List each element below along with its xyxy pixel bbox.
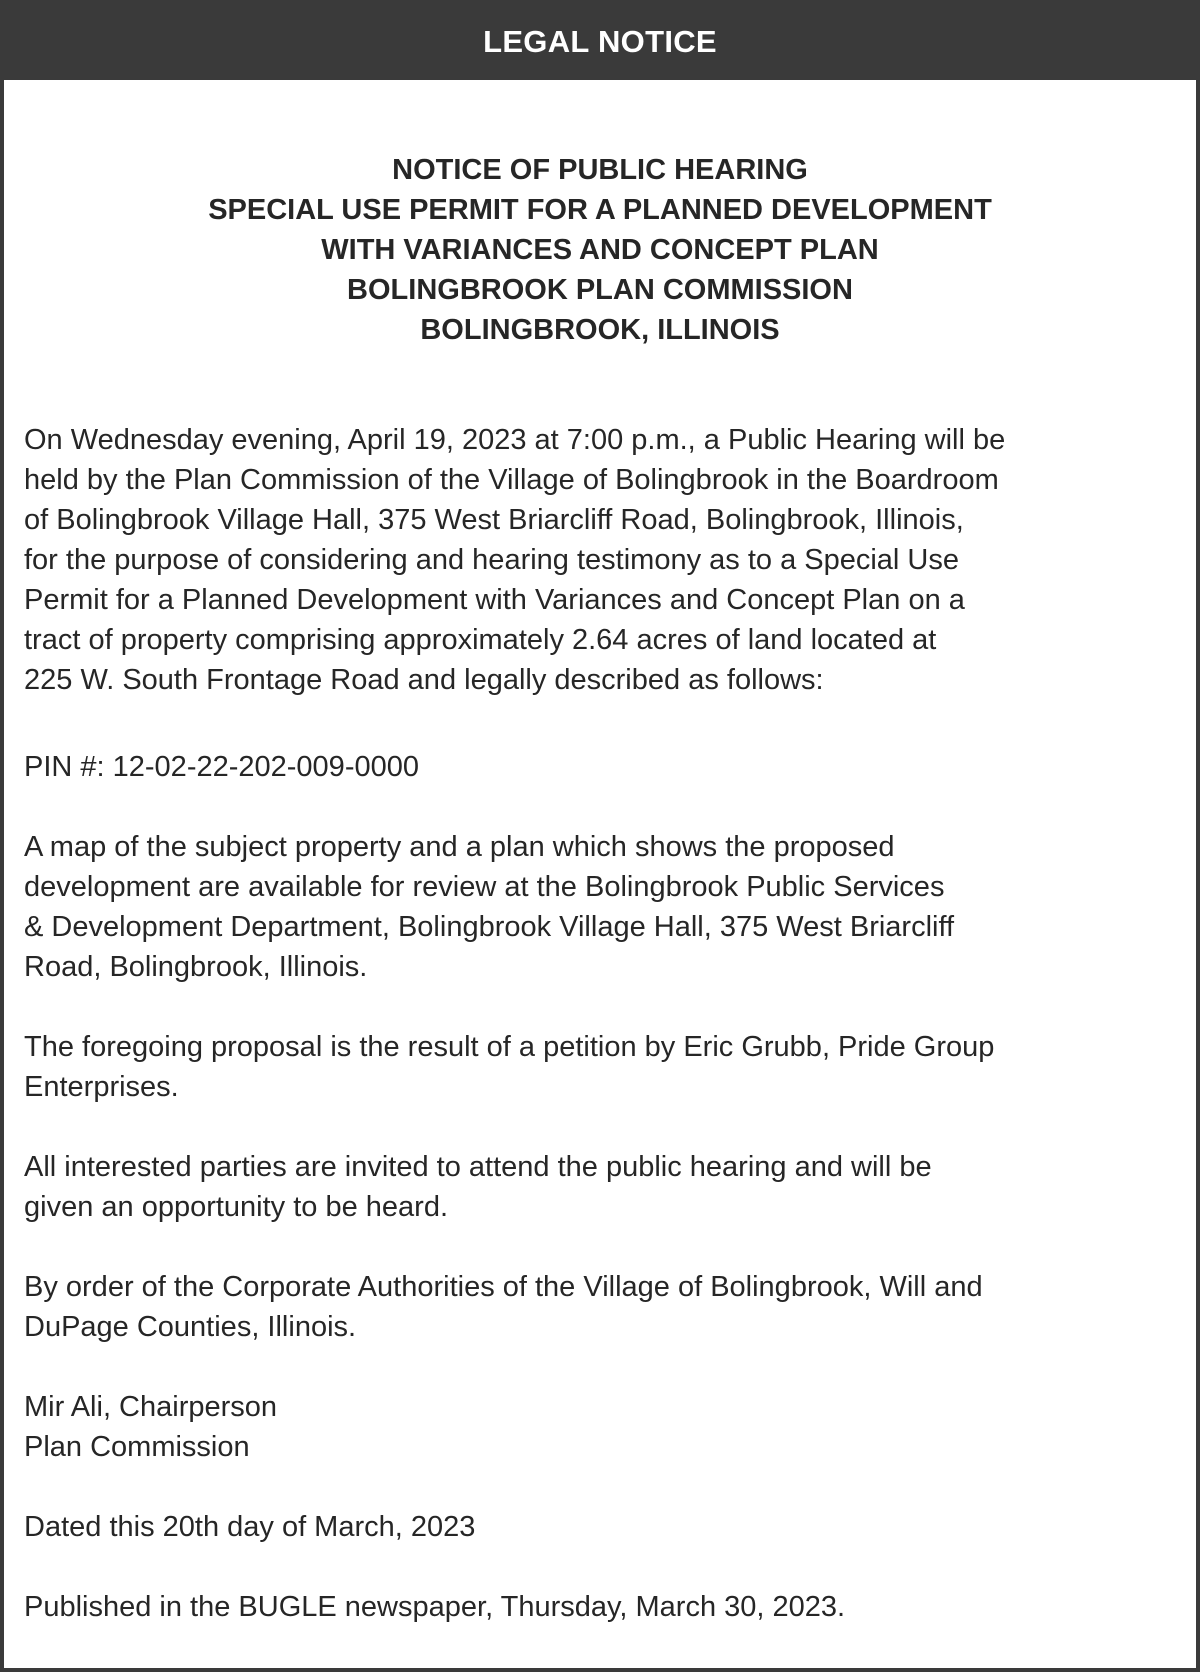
paragraph-line: development are available for review at the Bolingbrook Public Services [24,871,945,903]
petition-paragraph [24,1027,1184,1107]
banner-title: LEGAL NOTICE [483,24,717,59]
notice-banner [4,4,1196,80]
paragraph-line: On Wednesday evening, April 19, 2023 at 7:00 p.m., a Public Hearing will be [24,424,1006,456]
invite-paragraph [24,1147,1184,1227]
dated-text: Dated this 20th day of March, 2023 [24,1511,476,1543]
order-paragraph [24,1267,1184,1347]
paragraph-line: All interested parties are invited to attend the public hearing and will be [24,1151,932,1183]
paragraph-line: given an opportunity to be heard. [24,1191,449,1223]
heading-line: BOLINGBROOK, ILLINOIS [420,314,780,346]
notice-heading [4,150,1196,350]
paragraph-line: Road, Bolingbrook, Illinois. [24,951,368,983]
paragraph-line: Permit for a Planned Development with Variances and Concept Plan on a [24,584,965,616]
heading-line: BOLINGBROOK PLAN COMMISSION [347,274,853,306]
paragraph-line: The foregoing proposal is the result of a petition by Eric Grubb, Pride Group [24,1031,995,1063]
heading-line: SPECIAL USE PERMIT FOR A PLANNED DEVELOPMENT [208,194,992,226]
signature-block [24,1387,1184,1467]
paragraph-line: 225 W. South Frontage Road and legally described as follows: [24,664,824,696]
dated-line [24,1507,1184,1547]
paragraph-line: for the purpose of considering and hearing testimony as to a Special Use [24,544,959,576]
paragraph-line: & Development Department, Bolingbrook Village Hall, 375 West Briarcliff [24,911,955,943]
signer-body: Plan Commission [24,1431,250,1463]
paragraph-line: of Bolingbrook Village Hall, 375 West Briarcliff Road, Bolingbrook, Illinois, [24,504,964,536]
pin-number [24,747,1184,787]
signer-name: Mir Ali, Chairperson [24,1391,278,1423]
paragraph-line: A map of the subject property and a plan which shows the proposed [24,831,895,863]
paragraph-line: Enterprises. [24,1071,179,1103]
heading-line: WITH VARIANCES AND CONCEPT PLAN [321,234,879,266]
paragraph-line: tract of property comprising approximately 2.64 acres of land located at [24,624,937,656]
published-text: Published in the BUGLE newspaper, Thursday, March 30, 2023. [24,1591,846,1623]
paragraph-line: By order of the Corporate Authorities of the Village of Bolingbrook, Will and [24,1271,983,1303]
map-paragraph [24,827,1184,987]
heading-line: NOTICE OF PUBLIC HEARING [392,154,808,186]
pin-text: PIN #: 12-02-22-202-009-0000 [24,751,419,783]
published-line [24,1587,1184,1627]
hearing-paragraph [24,420,1184,700]
paragraph-line: held by the Plan Commission of the Village of Bolingbrook in the Boardroom [24,464,999,496]
paragraph-line: DuPage Counties, Illinois. [24,1311,357,1343]
